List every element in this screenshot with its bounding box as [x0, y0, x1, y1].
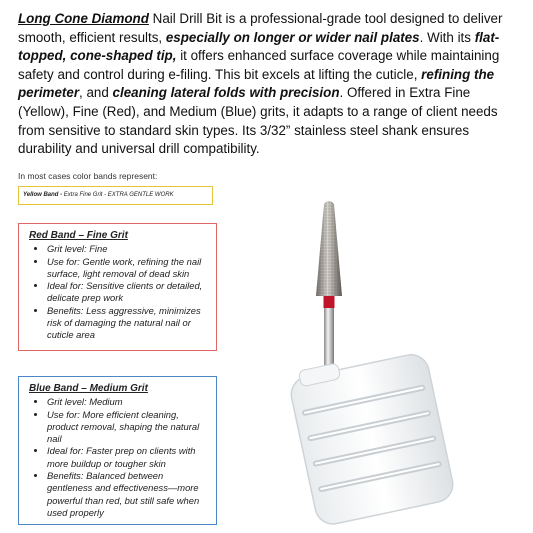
- list-item: • Benefits: Balanced between gentleness and effectiveness—more powerful than red, but still safe when used properly: [47, 470, 208, 519]
- desc-text-5: . Offered in Extra Fine (Yellow), Fine (Red), and Medium (Blue) grits, it adapts to a range of client needs from sensitive to standard skin types. Its 3/32” stainless steel shank ensures durability and universal drill compatibility.: [18, 85, 498, 157]
- yellow-band-text: Extra Fine Grit - EXTRA GENTLE WORK: [62, 192, 174, 198]
- desc-text-1: Nail Drill Bit is a professional-grade tool designed to deliver smooth, efficient results,: [18, 11, 503, 45]
- list-item: • Benefits: Less aggressive, minimizes risk of damaging the natural nail or cuticle area: [47, 305, 208, 342]
- red-band-title: Red Band – Fine Grit: [29, 230, 128, 241]
- red-band-box: [18, 223, 217, 351]
- desc-bold-1: especially on longer or wider nail plates: [165, 29, 420, 45]
- desc-text-4: , and: [79, 85, 113, 101]
- color-band-note: In most cases color bands represent:: [18, 171, 158, 181]
- list-item: • Use for: More efficient cleaning, product removal, shaping the natural nail: [47, 409, 208, 446]
- bit-red-band: [324, 294, 335, 308]
- yellow-band-label: Yellow Band -: [23, 192, 63, 198]
- blue-band-box: [18, 376, 217, 525]
- red-band-list: [29, 243, 208, 341]
- desc-bold-2: flat-topped, cone-shaped tip,: [18, 29, 500, 64]
- list-item: • Grit level: Fine: [47, 243, 208, 255]
- bit-holder: [287, 345, 457, 528]
- list-item: • Ideal for: Sensitive clients or detailed, delicate prep work: [47, 280, 208, 305]
- list-item: • Ideal for: Faster prep on clients with more buildup or tougher skin: [47, 445, 208, 470]
- desc-bold-4: cleaning lateral folds with precision: [112, 85, 340, 101]
- list-item: • Use for: Gentle work, refining the nail surface, light removal of dead skin: [47, 256, 208, 281]
- desc-bold-3: refining the perimeter: [18, 66, 495, 101]
- drill-bit-image: [238, 190, 528, 530]
- product-description: [18, 10, 523, 159]
- blue-band-list: [29, 396, 208, 519]
- yellow-band-box: [18, 186, 213, 205]
- blue-band-title: Blue Band – Medium Grit: [29, 383, 148, 394]
- desc-text-3: it offers enhanced surface coverage while maintaining safety and control during e-filing. This bit excels at lifting the cuticle,: [18, 48, 500, 82]
- product-name: Long Cone Diamond: [18, 11, 149, 26]
- desc-text-2: . With its: [419, 29, 475, 45]
- list-item: • Grit level: Medium: [47, 396, 208, 408]
